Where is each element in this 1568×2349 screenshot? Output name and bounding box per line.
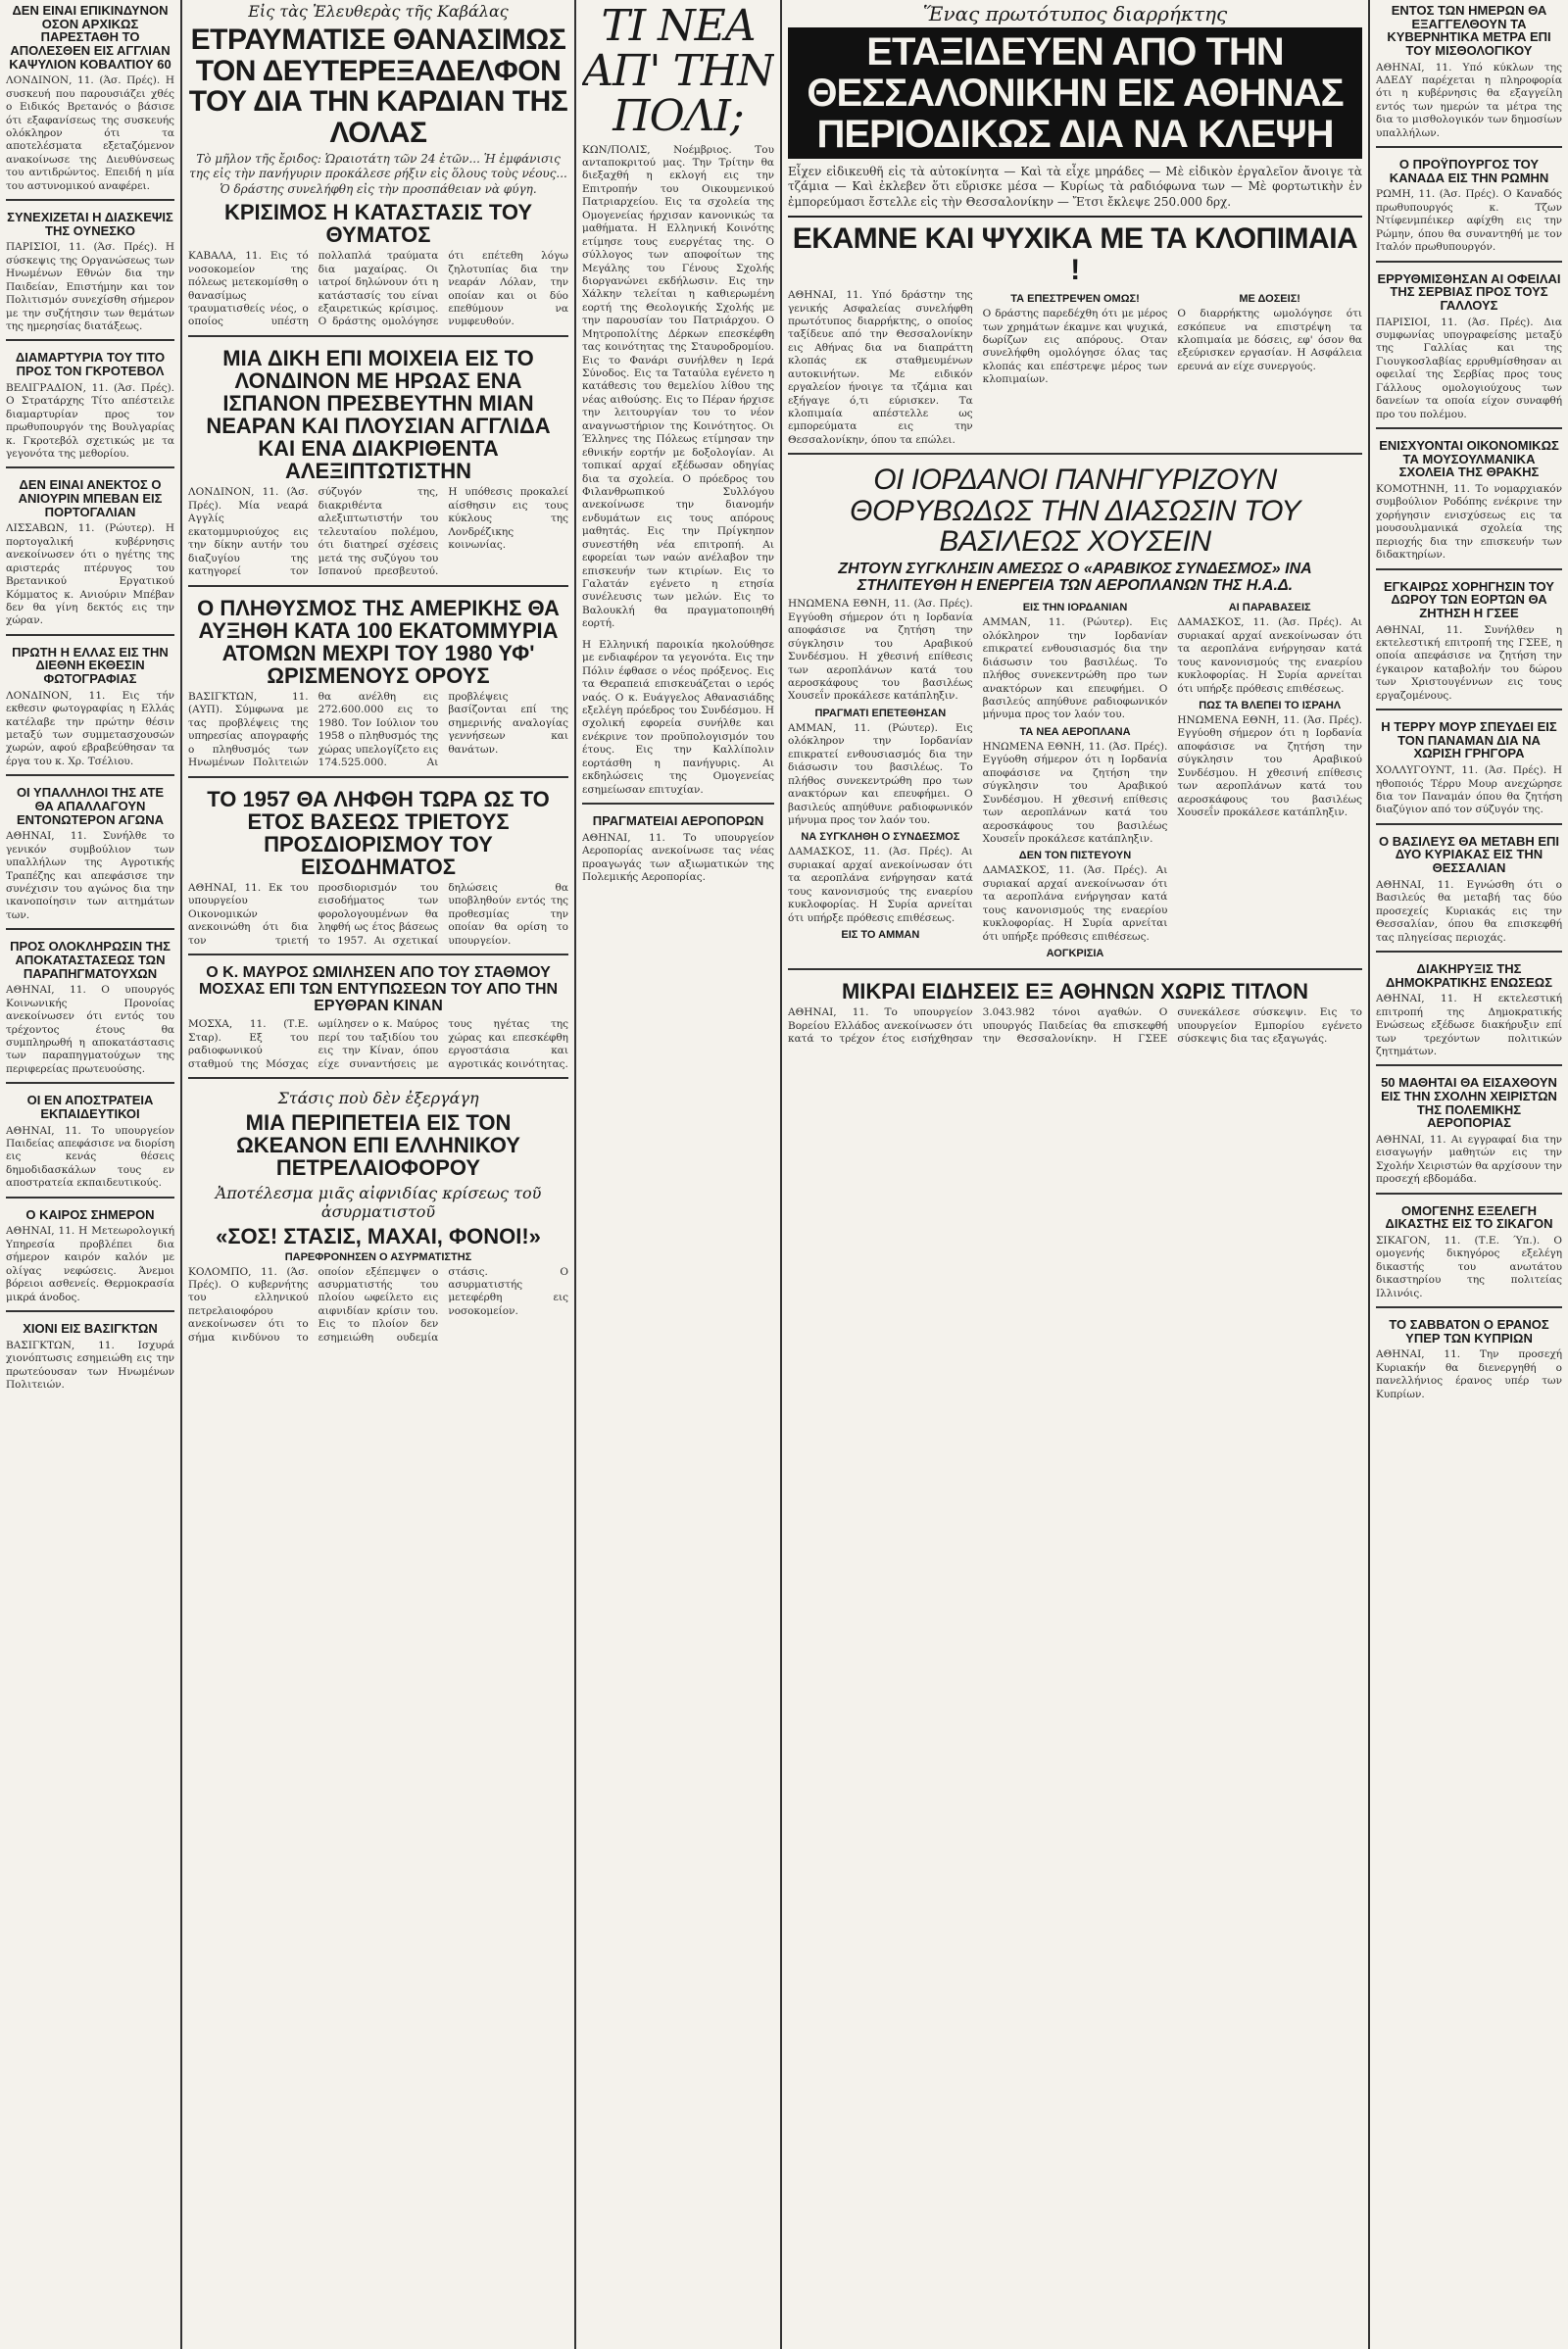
headline: ΔΙΑΜΑΡΤΥΡΙΑ ΤΟΥ ΤΙΤΟ ΠΡΟΣ ΤΟΝ ΓΚΡΟΤΕΒΟΛ [15,350,166,379]
lede: Εἶχεν εἰδικευθῆ εἰς τὰ αὐτοκίνητα — Καὶ τὰ εἶχε μηράδες — Μὲ εἰδικὸν ἐργαλεῖον ἄνοιγε τὰ τζάμια — Καὶ ἐκλεβεν ὅτι εὕρισκε μέσα — Κυρίως τὰ ραδιόφωνα των — Μὲ φορτωτικὴν ἐν ἐμπορεύμασι ἔστελλε εἰς τὴν Θεσσαλονίκην — Ἔτσι ἔκλεψε 250.000 δρχ. [788,165,1362,209]
subheadline: ΑΟΓΚΡΙΣΙΑ [1046,948,1104,960]
article-text: ΑΘΗΝΑΙ, 11. Το υπουργείον Αεροπορίας ανεκοίνωσε τας νέας προαγωγάς των αξιωματικών της Πολεμικής Αεροπορίας. [582,831,774,883]
article-text: ΑΘΗΝΑΙ, 11. Η εκτελεστική επιτροπή της Δημοκρατικής Ενώσεως εξέδωσε διακήρυξιν επί των τρεχόντων πολιτικών ζητημάτων. [1376,993,1562,1057]
headline: ΕΝΤΟΣ ΤΩΝ ΗΜΕΡΩΝ ΘΑ ΕΞΑΓΓΕΛΘΟΥΝ ΤΑ ΚΥΒΕΡΝΗΤΙΚΑ ΜΕΤΡΑ ΕΠΙ ΤΟΥ ΜΙΣΘΟΛΟΓΙΚΟΥ [1387,3,1551,58]
article-text: ΑΘΗΝΑΙ, 11. Το υπουργείον Παιδείας απεφάσισε να διορίση εις κενάς θέσεις δημοδιδασκάλων τους εν αποστρατεία εκπαιδευτικούς. [6,1124,174,1190]
story [6,478,174,635]
story [1376,835,1562,953]
banner-headline: ΕΤΑΞΙΔΕΥΕΝ ΑΠΟ ΤΗΝ ΘΕΣΣΑΛΟΝΙΚΗΝ ΕΙΣ ΑΘΗΝΑΣ ΠΕΡΙΟΔΙΚΩΣ ΔΙΑ ΝΑ ΚΛΕΨΗ [788,27,1362,159]
story [582,1,774,805]
column-rule [574,0,576,2349]
story [6,1322,174,1397]
story [1376,962,1562,1066]
headline: ΟΙ ΙΟΡΔΑΝΟΙ ΠΑΝΗΓΥΡΙΖΟΥΝ ΘΟΡΥΒΩΔΩΣ ΤΗΝ ΔΙΑΣΩΣΙΝ ΤΟΥ ΒΑΣΙΛΕΩΣ ΧΟΥΣΕΙΝ [850,464,1300,559]
subheadline: ΝΑ ΣΥΓΚΛΗΘΗ Ο ΣΥΝΔΕΣΜΟΣ [801,831,960,844]
story [6,646,174,777]
article-text: ΒΑΣΙΓΚΤΩΝ, 11. Ισχυρά χιονόπτωσις εσημειώθη εις την πρωτεύουσαν των Ηνωμένων Πολιτειών. [6,1339,174,1392]
headline: ΤΙ ΝΕΑ ΑΠ' ΤΗΝ ΠΟΛΙ; [582,1,774,142]
article-text: ΚΟΛΟΜΠΟ, 11. (Άσ. Πρές). Ο κυβερνήτης του ελληνικού πετρελαιοφόρου ανεκοίνωσεν ότι το σήμα κινδύνου το οποίον εξέπεμψεν ο ασυρματιστής του πλοίου ωφείλετο εις αιφνιδίαν κρίσιν του. Εις το πλοίον δεν εσημειώθη ουδεμία στάσις. Ο ασυρματιστής μετεφέρθη εις νοσοκομείον. [188,1265,568,1344]
subheadline: ΠΡΑΓΜΑΤΙ ΕΠΕΤΕΘΗΣΑΝ [814,707,947,719]
headline: ΔΙΑΚΗΡΥΞΙΣ ΤΗΣ ΔΗΜΟΚΡΑΤΙΚΗΣ ΕΝΩΣΕΩΣ [1386,960,1552,990]
article-text: ΚΑΒΑΛΑ, 11. Εις τό νοσοκομείον της πόλεως μετεκομίσθη ο θανασίμως τραυματισθείς νέος, ο οποίος υπέστη πολλαπλά τραύματα δια μαχαίρας. Οι ιατροί δηλώνουν ότι η κατάστασίς του είναι εξαιρετικώς κρίσιμος. Ο δράστης ομολόγησε ότι επέτεθη λόγω ζηλοτυπίας δια την νεαράν Λόλαν, την οποίαν και οι δύο επεθύμουν να νυμφευθούν. [188,250,568,328]
kicker: Εἰς τὰς Ἐλευθερὰς τῆς Καβάλας [248,2,509,21]
article-text: ΔΑΜΑΣΚΟΣ, 11. (Άσ. Πρές). Αι συριακαί αρχαί ανεκοίνωσαν ότι τα αεροπλάνα ενήργησαν κατά τους κανονισμούς της εναερίου κυκλοφορίας. Η Συρία αρνείται ότι υπήρξε πρόθεσις επιθέσεως. [1177,616,1362,695]
column-3 [582,0,774,2349]
article-text: ΛΟΝΔΙΝΟΝ, 11. Εις τήν εκθεσιν φωτογραφίας η Ελλάς κατέλαβε την πρώτην θέσιν μεταξύ των συμμετασχουσών χωρών, αφού εβραβεύθησαν τα έργα του κ. Χρ. Τσέλιου. [6,689,174,767]
headline: ΕΓΚΑΙΡΩΣ ΧΟΡΗΓΗΣΙΝ ΤΟΥ ΔΩΡΟΥ ΤΩΝ ΕΟΡΤΩΝ ΘΑ ΖΗΤΗΣΗ Η ΓΣΕΕ [1384,578,1554,620]
article-text: ΠΑΡΙΣΙΟΙ, 11. (Άσ. Πρές). Η σύσκεψις της Οργανώσεως των Ηνωμένων Εθνών δια την Παιδείαν, Επιστήμην και τον Πολιτισμόν συνεχίσθη σήμερον με την συζήτησιν των θεμάτων της ημερησίας διατάξεως. [6,241,174,333]
column-5 [1376,0,1562,2349]
story [6,211,174,341]
story [788,465,1362,970]
headline: ΟΙ ΥΠΑΛΛΗΛΟΙ ΤΗΣ ΑΤΕ ΘΑ ΑΠΑΛΛΑΓΟΥΝ ΕΝΤΟΝΩΤΕΡΟΝ ΑΓΩΝΑ [16,785,165,827]
subheadline: ΕΙΣ ΤΗΝ ΙΟΡΔΑΝΙΑΝ [1022,602,1128,614]
article-text: ΒΕΛΙΓΡΑΔΙΟΝ, 11. (Άσ. Πρές). Ο Στρατάρχης Τίτο απέστειλε διαμαρτυρίαν προς τον πρωθυπουργόν της Βουλγαρίας κ. Γκροτεβόλ σχετικώς με τα γεγονότα της μεθορίου. [6,381,174,460]
column-rule [180,0,182,2349]
quote-headline: «ΣΟΣ! ΣΤΑΣΙΣ, ΜΑΧΑΙ, ΦΟΝΟΙ!» [216,1223,541,1248]
article-text: ΑΘΗΝΑΙ, 11. Υπό δράστην της γενικής Ασφαλείας συνελήφθη πρωτότυπος διαρρήκτης, ο οποίος ταξίδευε από την Θεσσαλονίκην εις Αθήνας δια να διαπράττη κλοπάς εκ σταθμευμένων αυτοκινήτων. Με ειδικόν εργαλείον ήνοιγε τα τζάμια και εξήγαγε ό,τι εύρισκεν. Τα κλοπιμαία απέστελλε ως εμπορεύματα εις την Θεσσαλονίκην, όπου τα επώλει. [788,289,973,446]
headline: ΟΜΟΓΕΝΗΣ ΕΞΕΛΕΓΗ ΔΙΚΑΣΤΗΣ ΕΙΣ ΤΟ ΣΙΚΑΓΟΝ [1385,1202,1553,1232]
article-text: ΑΘΗΝΑΙ, 11. Το υπουργείον Βορείου Ελλάδος ανεκοίνωσεν ότι κατά το τρέχον έτος εισήχθησαν 3.043.982 τόνοι αγαθών. Ο υπουργός Παιδείας θα επισκεφθή την Θεσσαλονίκην. Η ΓΣΕΕ συνεκάλεσε σύσκεψιν. Εις το υπουργείον Εμπορίου εγένετο σύσκεψις δια τας εξαγωγάς. [788,1006,1362,1046]
headline: Ο Κ. ΜΑΥΡΟΣ ΩΜΙΛΗΣΕΝ ΑΠΟ ΤΟΥ ΣΤΑΘΜΟΥ ΜΟΣΧΑΣ ΕΠΙ ΤΩΝ ΕΝΤΥΠΩΣΕΩΝ ΤΟΥ ΑΠΟ ΤΗΝ ΕΡΥΘΡΑΝ ΚΙΝΑΝ [198,964,559,1014]
story [1376,272,1562,429]
story [6,1208,174,1312]
article-text: ΗΝΩΜΕΝΑ ΕΘΝΗ, 11. (Άσ. Πρές). Εγγύοθη σήμερον ότι η Ιορδανία αποφάσισε να ζητήση την σύγκλησιν του Αραβικού Συνδέσμου. Η χθεσινή επίθεσις των αεροπλάνων κατά του αεροσκάφους του βασιλέως Χουσεΐν προκάλεσε κατάπληξιν. [1177,714,1362,819]
article-text: Η Ελληνική παροικία ηκολούθησε με ενδιαφέρον τα γεγονότα. Εις την Πόλιν έφθασε ο νέος πρόξενος. Εις τα Θεραπειά επισκευάζεται ο ιερός ναός. Ο κ. Ευάγγελος Αθανασιάδης εξελέγη πρόεδρος του Συνδέσμου. Η σχολική εφορεία συνήλθε και ενέκρινε τον προϋπολογισμόν του έτους. Εις την Καλλίπολιν εορτάσθη η πανήγυρις. Αι εκδηλώσεις της Ομογενείας εσημείωσαν επιτυχίαν. [582,638,774,796]
article-text: Ο δράστης παρεδέχθη ότι με μέρος των χρημάτων έκαμνε και ψυχικά, δωρίζων εις απόρους. Οταν συνελήφθη ομολόγησε όλας τας κλοπάς και επέστρεψε μέρος των κλοπιμαίων. [982,308,1168,386]
article-text: ΑΘΗΝΑΙ, 11. Υπό κύκλων της ΑΔΕΔΥ παρέχεται η πληροφορία ότι η κυβέρνησις θα εξαγγείλη εντός των ημερών τα μέτρα της δια το μισθολογικόν των δημοσίων υπαλλήλων. [1376,61,1562,139]
story [788,289,1362,455]
article-text: ΑΘΗΝΑΙ, 11. Ο υπουργός Κοινωνικής Προνοίας ανεκοίνωσεν ότι εντός του τρέχοντος έτους θα συμπληρωθή η αποκατάστασις των παραπηγματούχων της περιφερείας πρωτευούσης. [6,984,174,1075]
story [582,814,774,890]
subheadline: ΕΙΣ ΤΟ ΑΜΜΑΝ [841,929,920,942]
headline: Η ΤΕΡΡΥ ΜΟΥΡ ΣΠΕΥΔΕΙ ΕΙΣ ΤΟΝ ΠΑΝΑΜΑΝ ΔΙΑ ΝΑ ΧΩΡΙΣΗ ΓΡΗΓΟΡΑ [1381,719,1557,761]
kicker: Ἕνας πρωτότυπος διαρρήκτης [922,2,1228,25]
story [6,351,174,468]
article-text: Ο διαρρήκτης ωμολόγησε ότι εσκόπευε να επιστρέψη τα κλοπιμαία με δόσεις, εφ' όσον θα εξεύρισκεν εργασίαν. Η Ασφάλεια ερευνά αν είχε συνεργούς. [1177,308,1362,372]
story [1376,1204,1562,1308]
story [1376,580,1562,711]
headline: ΕΡΡΥΘΜΙΣΘΗΣΑΝ ΑΙ ΟΦΕΙΛΑΙ ΤΗΣ ΣΕΡΒΙΑΣ ΠΡΟΣ ΤΟΥΣ ΓΑΛΛΟΥΣ [1377,270,1561,313]
article-text: ΣΙΚΑΓΟΝ, 11. (Τ.Ε. Ύπ.). Ο ομογενής δικηγόρος εξελέγη δικαστής του ανωτάτου δικαστηρίου της πολιτείας Ιλλινόις. [1376,1235,1562,1299]
article-text: ΑΘΗΝΑΙ, 11. Αι εγγραφαί δια την εισαγωγήν μαθητών εις την Σχολήν Χειριστών θα αρχίσουν την προσεχή εβδομάδα. [1376,1133,1562,1186]
column-4 [788,0,1362,2349]
headline: ΕΤΡΑΥΜΑΤΙΣΕ ΘΑΝΑΣΙΜΩΣ ΤΟΝ ΔΕΥΤΕΡΕΞΑΔΕΛΦΟΝ ΤΟΥ ΔΙΑ ΤΗΝ ΚΑΡΔΙΑΝ ΤΗΣ ΛΟΛΑΣ [188,24,568,149]
article-text: ΛΙΣΣΑΒΩΝ, 11. (Ρώυτερ). Η πορτογαλική κυβέρνησις ανεκοίνωσεν ότι ο ηγέτης της αριστεράς πτέρυγος του Βρετανικού Εργατικού Κόμματος κ. Ανιούριν Μπέβαν δεν θα γίνη δεκτός εις την χώραν. [6,522,174,627]
subheadline: ΜΕ ΔΟΣΕΙΣ! [1239,293,1300,306]
article-text: ΑΘΗΝΑΙ, 11. Συνήλθεν η εκτελεστική επιτροπή της ΓΣΕΕ, η οποία απεφάσισε να ζητήση την έγκαιρον καταβολήν του δώρου των Χριστουγέννων εις τους εργαζομένους. [1376,623,1562,702]
headline: ΟΙ ΕΝ ΑΠΟΣΤΡΑΤΕΙΑ ΕΚΠΑΙΔΕΥΤΙΚΟΙ [26,1093,154,1121]
article-text: ΑΘΗΝΑΙ, 11. Συνήλθε το γενικόν συμβούλιον των υπαλλήλων της Αγροτικής Τραπέζης και απεφάσισε την συνέχισιν του αγώνος δια την ικανοποίησιν των αιτημάτων των. [6,830,174,921]
subheadline: ΔΕΝ ΤΟΝ ΠΙΣΤΕΥΟΥΝ [1018,850,1132,862]
article-text: ΡΩΜΗ, 11. (Άσ. Πρές). Ο Καναδός πρωθυπουργός κ. Τζων Ντίφενμπέικερ αφίχθη εις την Ρώμην, όπου θα συναντηθή με τον Ιταλόν πρωθυπουργόν. [1376,188,1562,254]
subheadline: ΖΗΤΟΥΝ ΣΥΓΚΛΗΣΙΝ ΑΜΕΣΩΣ Ο «ΑΡΑΒΙΚΟΣ ΣΥΝΔΕΣΜΟΣ» ΙΝΑ ΣΤΗΛΙΤΕΥΘΗ Η ΕΝΕΡΓΕΙΑ ΤΩΝ ΑΕΡΟΠΛΑΝΩΝ ΤΗΣ Η.Α.Δ. [838,560,1312,594]
subheadline: ΤΑ ΕΠΕΣΤΡΕΨΕΝ ΟΜΩΣ! [1010,293,1140,306]
story [788,980,1362,1052]
article-text: ΑΘΗΝΑΙ, 11. Εγνώσθη ότι ο Βασιλεύς θα μεταβή τας δύο προσεχείς Κυριακάς εις την Θεσσαλίαν, όπου θα επισκεφθή τας πληγείσας περιοχάς. [1376,878,1562,944]
subheadline: ΚΡΙΣΙΜΟΣ Η ΚΑΤΑΣΤΑΣΙΣ ΤΟΥ ΘΥΜΑΤΟΣ [223,200,533,248]
article-text: ΛΟΝΔΙΝΟΝ, 11. (Άσ. Πρές). Μία νεαρά Αγγλίς εκατομμυριούχος εις την δίκην αυτήν του διαζυγίου της κατηγορεί τον σύζυγόν της, διακριθέντα αλεξιπτωτιστήν του τελευταίου πολέμου, ότι διατηρεί σχέσεις μετά της συζύγου του Ισπανού πρεσβευτού. Η υπόθεσις προκαλεί αίσθησιν εις τους κύκλους της Λονδρέζικης κοινωνίας. [188,486,568,578]
article-text: ΜΟΣΧΑ, 11. (Τ.Ε. Σταρ). Εξ του ραδιοφωνικού σταθμού της Μόσχας ωμίλησεν ο κ. Μαύρος περί του ταξιδίου του εις την Κίναν, όπου είχε συναντήσεις με τους ηγέτας της χώρας και επεσκέφθη εργοστάσια και αγροτικάς κοινότητας. [188,1018,568,1070]
story [1376,439,1562,570]
column-rule [780,0,782,2349]
article-text: ΗΝΩΜΕΝΑ ΕΘΝΗ, 11. (Άσ. Πρές). Εγγύοθη σήμερον ότι η Ιορδανία αποφάσισε να ζητήση την σύγκλησιν του Αραβικού Συνδέσμου. Η χθεσινή επίθεσις των αεροπλάνων κατά του αεροσκάφους του βασιλέως Χουσεΐν προκάλεσε κατάπληξιν. [982,740,1168,845]
headline: ΤΟ ΣΑΒΒΑΤΟΝ Ο ΕΡΑΝΟΣ ΥΠΕΡ ΤΩΝ ΚΥΠΡΙΩΝ [1389,1317,1549,1346]
story [6,1094,174,1198]
article-text: ΛΟΝΔΙΝΟΝ, 11. (Άσ. Πρές). Η συσκευή που παρουσιάζει χθές ο Ειδικός Βρετανός ο βάσισε ότι εξαφανίσεως της συσκευής ολόκληρον ότι τα αποτελέσματα εξεταζόμενον ανακοίνωσε της Διευθύνσεως του αντιδρώντος. Επειδή η μία του αστυνομικού αναφέρει. [6,74,174,192]
headline: ΔΕΝ ΕΙΝΑΙ ΕΠΙΚΙΝΔΥΝΟΝ ΟΣΟΝ ΑΡΧΙΚΩΣ ΠΑΡΕΣΤΑΘΗ ΤΟ ΑΠΟΛΕΣΘΕΝ ΕΙΣ ΑΓΓΛΙΑΝ ΚΑΨΥΛΙΟΝ ΚΟΒΑΛΤΙΟΥ 60 [9,3,172,72]
article-text: ΑΘΗΝΑΙ, 11. Την προσεχή Κυριακήν θα διενεργηθή ο πανελλήνιος έρανος υπέρ των Κυπρίων. [1376,1348,1562,1400]
headline: ΠΡΩΤΗ Η ΕΛΛΑΣ ΕΙΣ ΤΗΝ ΔΙΕΘΝΗ ΕΚΘΕΣΙΝ ΦΩΤΟΓΡΑΦΙΑΣ [12,644,169,687]
headline: ΕΝΙΣΧΥΟΝΤΑΙ ΟΙΚΟΝΟΜΙΚΩΣ ΤΑ ΜΟΥΣΟΥΛΜΑΝΙΚΑ ΣΧΟΛΕΙΑ ΤΗΣ ΘΡΑΚΗΣ [1379,438,1559,480]
article-text: ΗΝΩΜΕΝΑ ΕΘΝΗ, 11. (Άσ. Πρές). Εγγύοθη σήμερον ότι η Ιορδανία αποφάσισε να ζητήση την σύγκλησιν του Αραβικού Συνδέσμου. Η χθεσινή επίθεσις των αεροπλάνων κατά του αεροσκάφους του βασιλέως Χουσεΐν προκάλεσε κατάπληξιν. [788,598,973,703]
story [1376,720,1562,825]
story [1376,158,1562,262]
headline: ΔΕΝ ΕΙΝΑΙ ΑΝΕΚΤΟΣ Ο ΑΝΙΟΥΡΙΝ ΜΠΕΒΑΝ ΕΙΣ ΠΟΡΤΟΓΑΛΙΑΝ [18,477,163,519]
column-rule [1368,0,1370,2349]
article-text: ΔΑΜΑΣΚΟΣ, 11. (Άσ. Πρές). Αι συριακαί αρχαί ανεκοίνωσαν ότι τα αεροπλάνα ενήργησαν κατά τους κανονισμούς της εναερίου κυκλοφορίας. Η Συρία αρνείται ότι υπήρξε πρόθεσις επιθέσεως. [788,846,973,924]
headline: Ο ΚΑΙΡΟΣ ΣΗΜΕΡΟΝ [25,1206,155,1222]
article-text: ΚΩΝ/ΠΟΛΙΣ, Νοέμβριος. Του ανταποκριτού μας. Την Τρίτην θα διεξαχθή η εκλογή εις την Επιτροπήν του Οικουμενικού Πατριαρχείου. Εις τα σχολεία της Ομογενείας ήρχισαν κανονικώς τα μαθήματα. Η Ελληνική Κοινότης ετίμησε τους ευεργέτας της. Ο σύλλογος των αποφοίτων της Μεγάλης του Γένους Σχολής διοργανώνει εκδήλωσιν. Εις την Χάλκην τελείται η καθιερωμένη εορτή της Θεολογικής Σχολής με την παρουσίαν του Πατριάρχου. Ο Μητροπολίτης Δέρκων επεσκέφθη τας κοινότητας της Σταυροδρομίου. Εις το Φανάρι συνήλθεν η Ιερά Σύνοδος. Εις τα Ταταύλα εγένετο η κατάθεσις του θεμελίου λίθου της νέας αιθούσης. Εις το Πέραν ήρχισε την λειτουργίαν του το νέον αναγνωστήριον της Κοινότητος. Οι Έλληνες της Πόλεως ετίμησαν την εθνικήν εορτήν με δοξολογίαν. Αι τοπικαί αρχαί εξέδωσαν οδηγίας δια τα σχολεία. Ο πρόεδρος του Φιλανθρωπικού Συλλόγου ανεκοίνωσε την διανομήν ενδυμάτων εις τους απόρους μαθητάς. Εις την Πρίγκηπον συνεστήθη νέα επιτροπή. Αι εφορείαι των ναών ανέλαβον την επισκευήν των κτιρίων. Εις το Γαλατάν εγένετο η ετησία συνέλευσις των μελών. Εις το Βαλουκλή θα πραγματοποιηθή εορτή. [582,143,774,630]
headline: ΜΙΑ ΔΙΚΗ ΕΠΙ ΜΟΙΧΕΙΑ ΕΙΣ ΤΟ ΛΟΝΔΙΝΟΝ ΜΕ ΗΡΩΑΣ ΕΝΑ ΙΣΠΑΝΟΝ ΠΡΕΣΒΕΥΤΗΝ ΜΙΑΝ ΝΕΑΡΑΝ ΚΑΙ ΠΛΟΥΣΙΑΝ ΑΓΓΛΙΔΑ ΚΑΙ ΕΝΑ ΔΙΑΚΡΙΘΕΝΤΑ ΑΛΕΞΙΠΤΩΤΙΣΤΗΝ [206,345,551,484]
story [6,786,174,930]
subheadline: ΠΩΣ ΤΑ ΒΛΕΠΕΙ ΤΟ ΙΣΡΑΗΛ [1199,700,1342,712]
headline: ΠΡΑΓΜΑΤΕΙΑΙ ΑΕΡΟΠΟΡΩΝ [592,813,764,828]
article-text: ΠΑΡΙΣΙΟΙ, 11. (Άσ. Πρές). Δια συμφωνίας υπογραφείσης μεταξύ της Γαλλίας και της Γιουγκοσλαβίας ερρυθμίσθησαν αι οφειλαί της Σερβίας προς τους Γάλλους ομολογιούχους των δανείων τα οποία είχον συναφθή προ του πολέμου. [1376,316,1562,420]
story [1376,1076,1562,1194]
article-text: ΑΘΗΝΑΙ, 11. Εκ του υπουργείου Οικονομικών ανεκοινώθη ότι δια τον τριετή προσδιορισμόν του εισοδήματος των φορολογουμένων θα ληφθή ως έτος βάσεως το 1957. Αι σχετικαί δηλώσεις θα υποβληθούν εντός της προθεσμίας την οποίαν θα ορίση το υπουργείον. [188,881,568,947]
headline: Ο ΠΡΟΫΠΟΥΡΓΟΣ ΤΟΥ ΚΑΝΑΔΑ ΕΙΣ ΤΗΝ ΡΩΜΗΝ [1389,157,1549,185]
subheadline: Ἀποτέλεσμα μιᾶς αἰφνιδίας κρίσεως τοῦ ἀσυρματιστοῦ [215,1183,542,1221]
headline: ΜΙΑ ΠΕΡΙΠΕΤΕΙΑ ΕΙΣ ΤΟΝ ΩΚΕΑΝΟΝ ΕΠΙ ΕΛΛΗΝΙΚΟΥ ΠΕΤΡΕΛΑΙΟΦΟΡΟΥ [236,1110,520,1181]
lede: Τὸ μῆλον τῆς ἔριδος: Ὡραιοτάτη τῶν 24 ἐτῶν... Ἡ ἐμφάνισις της εἰς τὴν πανήγυριν προκάλεσε ρήξιν εἰς ὅλους τοὺς νέους... Ὁ δράστης συνελήφθη εἰς τὴν προσπάθειαν νὰ φύγη. [189,152,567,196]
subheadline: ΠΑΡΕΦΡΟΝΗΣΕΝ Ο ΑΣΥΡΜΑΤΙΣΤΗΣ [284,1250,472,1263]
article-text: ΑΜΜΑΝ, 11. (Ρώυτερ). Εις ολόκληρον την Ιορδανίαν επικρατεί ενθουσιασμός δια την διάσωσιν του βασιλέως. Το πλήθος συνεκεντρώθη προ των ανακτόρων και επευφήμει. Ο βασιλεύς απηύθυνε ραδιοφωνικόν μήνυμα προς τον λαόν του. [788,721,973,826]
article-text: ΒΑΣΙΓΚΤΩΝ, 11. (ΑΥΠ). Σύμφωνα με τας προβλέψεις της υπηρεσίας απογραφής ο πληθυσμός των Ηνωμένων Πολιτειών θα ανέλθη εις 272.600.000 εις το 1980. Τον Ιούλιον του 1958 ο πληθυσμός της χώρας υπελογίζετο εις 174.525.000. Αι προβλέψεις βασίζονται επί της σημερινής αναλογίας γεννήσεων και θανάτων. [188,690,568,769]
headline: 50 ΜΑΘΗΤΑΙ ΘΑ ΕΙΣΑΧΘΟΥΝ ΕΙΣ ΤΗΝ ΣΧΟΛΗΝ ΧΕΙΡΙΣΤΩΝ ΤΗΣ ΠΟΛΕΜΙΚΗΣ ΑΕΡΟΠΟΡΙΑΣ [1381,1075,1557,1131]
story [1376,1318,1562,1407]
article-text: ΔΑΜΑΣΚΟΣ, 11. (Άσ. Πρές). Αι συριακαί αρχαί ανεκοίνωσαν ότι τα αεροπλάνα ενήργησαν κατά τους κανονισμούς της εναερίου κυκλοφορίας. Η Συρία αρνείται ότι υπήρξε πρόθεσις επιθέσεως. [982,864,1168,943]
story [188,347,568,587]
article-text: ΚΟΜΟΤΗΝΗ, 11. Το νομαρχιακόν συμβούλιον Ροδόπης ενέκρινε την χορήγησιν ενισχύσεως εις τα μουσουλμανικά σχολεία της περιοχής δια την επισκευήν των διδακτηρίων. [1376,483,1562,562]
article-text: ΑΘΗΝΑΙ, 11. Η Μετεωρολογική Υπηρεσία προβλέπει δια σήμερον καιρόν καλόν με ολίγας νεφώσεις. Άνεμοι βόρειοι ασθενείς. Θερμοκρασία μικρά άνοδος. [6,1225,174,1303]
article-text: ΑΜΜΑΝ, 11. (Ρώυτερ). Εις ολόκληρον την Ιορδανίαν επικρατεί ενθουσιασμός δια την διάσωσιν του βασιλέως. Το πλήθος συνεκεντρώθη προ των ανακτόρων και επευφήμει. Ο βασιλεύς απηύθυνε ραδιοφωνικόν μήνυμα προς τον λαόν του. [982,616,1168,721]
kicker: Στάσις ποὺ δὲν ἐξεργάγη [277,1089,479,1108]
headline: ΜΙΚΡΑΙ ΕΙΔΗΣΕΙΣ ΕΞ ΑΘΗΝΩΝ ΧΩΡΙΣ ΤΙΤΛΟΝ [841,979,1309,1004]
headline: ΠΡΟΣ ΟΛΟΚΛΗΡΩΣΙΝ ΤΗΣ ΑΠΟΚΑΤΑΣΤΑΣΕΩΣ ΤΩΝ ΠΑΡΑΠΗΓΜΑΤΟΥΧΩΝ [10,939,171,981]
headline: ΣΥΝΕΧΙΖΕΤΑΙ Η ΔΙΑΣΚΕΨΙΣ ΤΗΣ ΟΥΝΕΣΚΟ [7,210,173,238]
story [6,940,174,1084]
story [6,4,174,201]
column-1 [6,0,174,2349]
headline: ΤΟ 1957 ΘΑ ΛΗΦΘΗ ΤΩΡΑ ΩΣ ΤΟ ΕΤΟΣ ΒΑΣΕΩΣ ΤΡΙΕΤΟΥΣ ΠΡΟΣΔΙΟΡΙΣΜΟΥ ΤΟΥ ΕΙΣΟΔΗΜΑΤΟΣ [207,786,550,879]
headline: Ο ΠΛΗΘΥΣΜΟΣ ΤΗΣ ΑΜΕΡΙΚΗΣ ΘΑ ΑΥΞΗΘΗ ΚΑΤΑ 100 ΕΚΑΤΟΜΜΥΡΙΑ ΑΤΟΜΩΝ ΜΕΧΡΙ ΤΟΥ 1980 ΥΦ' ΩΡΙΣΜΕΝΟΥΣ ΟΡΟΥΣ [197,595,560,688]
story [188,788,568,956]
story [1376,4,1562,148]
headline: Ο ΒΑΣΙΛΕΥΣ ΘΑ ΜΕΤΑΒΗ ΕΠΙ ΔΥΟ ΚΥΡΙΑΚΑΣ ΕΙΣ ΤΗΝ ΘΕΣΣΑΛΙΑΝ [1378,833,1560,876]
subheadline: ΕΚΑΜΝΕ ΚΑΙ ΨΥΧΙΚΑ ΜΕ ΤΑ ΚΛΟΠΙΜΑΙΑ ! [792,222,1358,286]
story [188,965,568,1079]
subheadline: ΤΑ ΝΕΑ ΑΕΡΟΠΛΑΝΑ [1019,725,1131,738]
story [188,1089,568,1350]
headline: ΧΙΟΝΙ ΕΙΣ ΒΑΣΙΓΚΤΩΝ [23,1321,158,1337]
column-2 [188,0,568,2349]
subheadline: ΑΙ ΠΑΡΑΒΑΣΕΙΣ [1228,602,1311,614]
story [188,597,568,778]
story [188,24,568,337]
article-text: ΧΟΛΛΥΓΟΥΝΤ, 11. (Άσ. Πρές). Η ηθοποιός Τέρρυ Μουρ ανεχώρησε δια τον Παναμάν όπου θα ζητήση διαζύγιον από τον σύζυγόν της. [1376,764,1562,816]
